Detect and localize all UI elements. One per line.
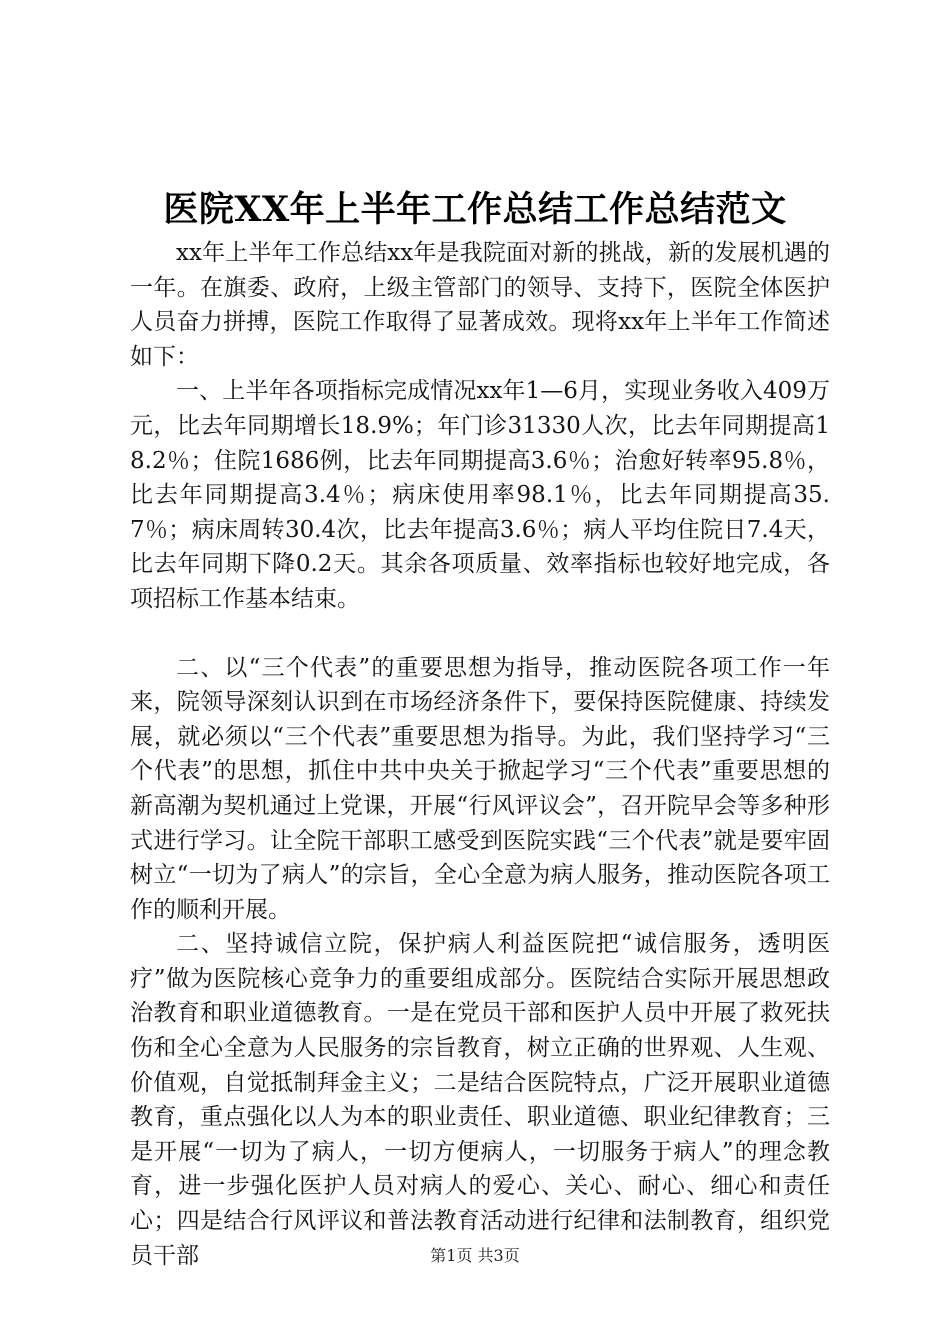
paragraph-intro: xx年上半年工作总结xx年是我院面对新的挑战，新的发展机遇的一年。在旗委、政府，上级主管部门的领导、支持下，医院全体医护人员奋力拼搏，医院工作取得了显著成效。现将xx年上半年工作简述如下： <box>130 240 830 370</box>
paragraph-three-represents: 二、以“三个代表”的重要思想为指导，推动医院各项工作一年来，院领导深刻认识到在市场经济条件下，要保持医院健康、持续发展，就必须以“三个代表”重要思想为指导。为此，我们坚持学习“三个代表”的思想，抓住中共中央关于掀起学习“三个代表”重要思想的新高潮为契机通过上党课，开展“行风评议会”，召开院早会等多种形式进行学习。让全院干部职工感受到医院实践“三个代表”就是要牢固树立“一切为了病人”的宗旨，全心全意为病人服务，推动医院各项工作的顺利开展。 <box>130 654 830 923</box>
paragraph-indicators: 一、上半年各项指标完成情况xx年1—6月，实现业务收入409万元，比去年同期增长18.9%；年门诊31330人次，比去年同期提高18.2％；住院1686例，比去年同期提高3.6％；治愈好转率95.8％，比去年同期提高3.4％；病床使用率98.1％，比去年同期提高35.7％；病床周转30.4次，比去年提高3.6％；病人平均住院日7.4天，比去年同期下降0.2天。其余各项质量、效率指标也较好地完成，各项招标工作基本结束。 <box>130 378 830 612</box>
document-body <box>130 236 830 1273</box>
paragraph-integrity: 二、坚持诚信立院，保护病人利益医院把“诚信服务，透明医疗”做为医院核心竞争力的重要组成部分。医院结合实际开展思想政治教育和职业道德教育。一是在党员干部和医护人员中开展了救死扶伤和全心全意为人民服务的宗旨教育，树立正确的世界观、人生观、价值观，自觉抵制拜金主义；二是结合医院特点，广泛开展职业道德教育，重点强化以人为本的职业责任、职业道德、职业纪律教育；三是开展“一切为了病人，一切方便病人，一切服务于病人”的理念教育，进一步强化医护人员对病人的爱心、关心、耐心、细心和责任心；四是结合行风评议和普法教育活动进行纪律和法制教育，组织党员干部 <box>130 931 830 1269</box>
document-title: 医院XX年上半年工作总结工作总结范文 <box>163 189 787 230</box>
page-footer: 第1页 共3页 <box>430 1246 520 1265</box>
